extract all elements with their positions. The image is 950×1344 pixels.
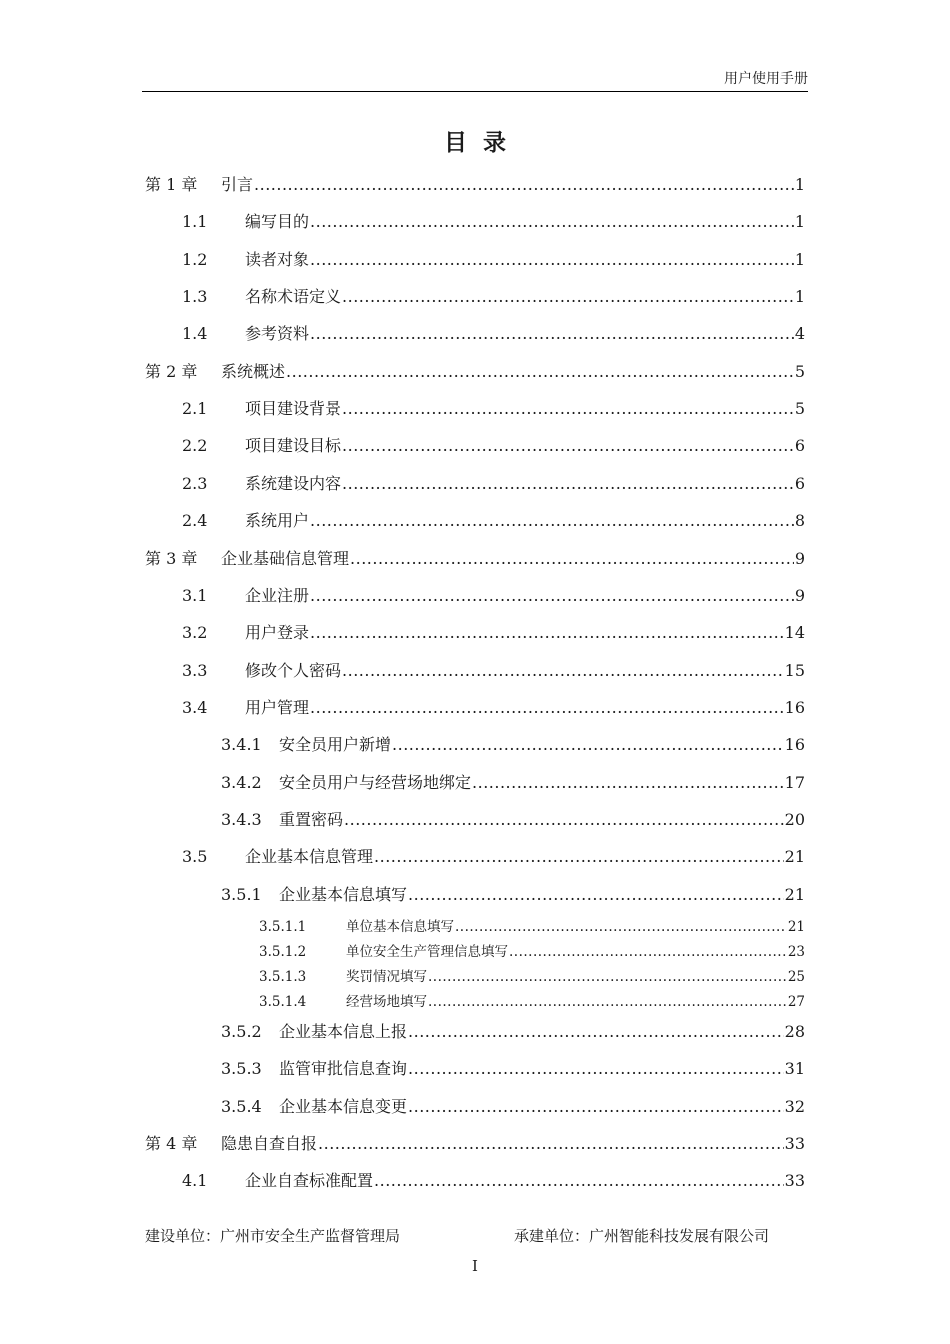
toc-dot-leader	[342, 287, 794, 306]
toc-dot-leader	[342, 474, 794, 493]
toc-entry-page: 9	[794, 586, 805, 605]
toc-dot-leader	[392, 735, 784, 754]
toc-entry-title: 修改个人密码	[245, 661, 342, 680]
toc-entry-number: 3.5	[182, 847, 208, 866]
toc-entry[interactable]	[182, 695, 805, 718]
toc-entry-number: 3.5.2	[221, 1022, 262, 1041]
toc-dot-leader	[310, 511, 794, 530]
toc-entry-title: 用户管理	[245, 698, 310, 717]
toc-entry-title: 读者对象	[245, 250, 310, 269]
toc-entry-title: 监管审批信息查询	[279, 1059, 408, 1078]
toc-dot-leader	[428, 994, 787, 1010]
toc-dot-leader	[455, 919, 787, 935]
toc-entry-page: 6	[794, 474, 805, 493]
toc-dot-leader	[374, 847, 784, 866]
toc-entry-page: 8	[794, 511, 805, 530]
toc-entry-page: 33	[784, 1171, 805, 1190]
toc-dot-leader	[428, 969, 787, 985]
toc-entry-title: 企业基本信息填写	[279, 885, 408, 904]
toc-entry-number: 3.5.3	[221, 1059, 262, 1078]
toc-entry-page: 32	[784, 1097, 805, 1116]
toc-entry-title: 单位安全生产管理信息填写	[346, 944, 508, 960]
toc-entry-page: 14	[784, 623, 805, 642]
toc-dot-leader	[342, 661, 784, 680]
toc-entry-page: 33	[784, 1134, 805, 1153]
toc-entry-title: 企业基本信息上报	[279, 1022, 408, 1041]
toc-dot-leader	[310, 586, 794, 605]
toc-entry-number: 4.1	[182, 1171, 208, 1190]
toc-entry-number: 3.4.2	[221, 773, 262, 792]
toc-entry-page: 1	[794, 175, 805, 194]
toc-entry-number: 1.3	[182, 287, 208, 306]
toc-entry-number: 2.3	[182, 474, 208, 493]
toc-entry-title: 系统建设内容	[245, 474, 342, 493]
toc-entry[interactable]	[221, 770, 805, 793]
toc-entry-number: 1.4	[182, 324, 208, 343]
toc-entry-title: 奖罚情况填写	[346, 969, 427, 985]
toc-entry-number: 3.4.1	[221, 735, 262, 754]
toc-entry-number: 3.5.1.3	[259, 969, 307, 985]
toc-entry-number: 3.2	[182, 623, 208, 642]
toc-entry-number: 3.5.1.2	[259, 944, 307, 960]
toc-entry-number: 1.2	[182, 250, 208, 269]
toc-entry-title: 项目建设背景	[245, 399, 342, 418]
toc-entry[interactable]	[182, 396, 805, 419]
toc-entry-number: 2.1	[182, 399, 208, 418]
toc-entry-page: 17	[784, 773, 805, 792]
toc-entry-title: 系统概述	[221, 362, 286, 381]
toc-entry-page: 21	[784, 885, 805, 904]
toc-entry-number: 3.3	[182, 661, 208, 680]
toc-entry-title: 企业基本信息变更	[279, 1097, 408, 1116]
footer-contractor: 承建单位：广州智能科技发展有限公司	[514, 1227, 770, 1245]
toc-entry[interactable]	[221, 732, 805, 755]
toc-entry-number: 3.4	[182, 698, 208, 717]
toc-entry[interactable]	[259, 940, 805, 960]
toc-entry[interactable]	[145, 546, 805, 569]
toc-entry-title: 参考资料	[245, 324, 310, 343]
toc-entry[interactable]	[221, 807, 805, 830]
toc-entry-page: 25	[787, 969, 805, 985]
toc-entry[interactable]	[182, 433, 805, 456]
toc-entry-title: 安全员用户与经营场地绑定	[279, 773, 472, 792]
toc-dot-leader	[408, 1059, 784, 1078]
toc-entry-title: 企业自查标准配置	[245, 1171, 374, 1190]
toc-entry-number: 3.1	[182, 586, 208, 605]
toc-entry-number: 2.2	[182, 436, 208, 455]
toc-dot-leader	[350, 549, 794, 568]
toc-entry-number: 3.5.4	[221, 1097, 262, 1116]
toc-entry[interactable]	[182, 658, 805, 681]
toc-entry-title: 用户登录	[245, 623, 310, 642]
toc-entry-number: 3.5.1.4	[259, 994, 307, 1010]
toc-dot-leader	[374, 1171, 784, 1190]
toc-entry[interactable]	[182, 247, 805, 270]
toc-entry-page: 16	[784, 735, 805, 754]
toc-dot-leader	[286, 362, 794, 381]
toc-entry-number: 1.1	[182, 212, 208, 231]
toc-entry-page: 1	[794, 212, 805, 231]
toc-dot-leader	[310, 623, 784, 642]
toc-entry-title: 名称术语定义	[245, 287, 342, 306]
toc-dot-leader	[310, 698, 784, 717]
toc-entry[interactable]	[182, 209, 805, 232]
page-header-text: 用户使用手册	[724, 71, 808, 87]
toc-entry[interactable]	[221, 882, 805, 905]
toc-dot-leader	[344, 810, 784, 829]
toc-entry-title: 安全员用户新增	[279, 735, 392, 754]
toc-dot-leader	[310, 250, 794, 269]
page-number: I	[472, 1257, 478, 1275]
toc-entry-page: 31	[784, 1059, 805, 1078]
toc-entry[interactable]	[145, 359, 805, 382]
toc-entry[interactable]	[182, 508, 805, 531]
toc-entry-page: 20	[784, 810, 805, 829]
toc-entry-number: 第 4 章	[145, 1134, 198, 1153]
toc-entry[interactable]	[259, 915, 805, 935]
toc-entry[interactable]	[182, 284, 805, 307]
toc-entry[interactable]	[221, 1094, 805, 1117]
toc-entry-page: 28	[784, 1022, 805, 1041]
toc-entry[interactable]	[259, 990, 805, 1010]
toc-entry-number: 2.4	[182, 511, 208, 530]
toc-entry-page: 5	[794, 362, 805, 381]
toc-entry-number: 3.5.1.1	[259, 919, 307, 935]
toc-entry[interactable]	[259, 965, 805, 985]
toc-entry[interactable]	[182, 1168, 805, 1191]
toc-entry[interactable]	[221, 1019, 805, 1042]
toc-entry-number: 第 3 章	[145, 549, 198, 568]
toc-dot-leader	[472, 773, 784, 792]
toc-entry-number: 3.5.1	[221, 885, 262, 904]
toc-dot-leader	[310, 324, 794, 343]
toc-entry-page: 21	[787, 919, 805, 935]
toc-dot-leader	[408, 885, 784, 904]
toc-entry-title: 引言	[221, 175, 254, 194]
toc-dot-leader	[342, 436, 794, 455]
toc-entry[interactable]	[182, 321, 805, 344]
toc-entry-title: 项目建设目标	[245, 436, 342, 455]
toc-entry-number: 3.4.3	[221, 810, 262, 829]
toc-entry-title: 企业基本信息管理	[245, 847, 374, 866]
toc-entry[interactable]	[145, 172, 805, 195]
toc-entry-title: 企业基础信息管理	[221, 549, 350, 568]
toc-dot-leader	[408, 1097, 784, 1116]
toc-dot-leader	[318, 1134, 784, 1153]
toc-dot-leader	[408, 1022, 784, 1041]
toc-title: 目 录	[443, 129, 506, 156]
toc-entry[interactable]	[182, 844, 805, 867]
toc-entry-page: 15	[784, 661, 805, 680]
toc-entry-page: 23	[787, 944, 805, 960]
toc-entry-page: 4	[794, 324, 805, 343]
toc-entry-title: 编写目的	[245, 212, 310, 231]
toc-entry-title: 企业注册	[245, 586, 310, 605]
toc-entry-title: 隐患自查自报	[221, 1134, 318, 1153]
toc-entry-title: 系统用户	[245, 511, 310, 530]
toc-entry-page: 27	[787, 994, 805, 1010]
toc-entry-title: 经营场地填写	[346, 994, 427, 1010]
toc-entry[interactable]	[182, 620, 805, 643]
toc-entry-page: 6	[794, 436, 805, 455]
toc-entry-number: 第 2 章	[145, 362, 198, 381]
toc-entry-page: 5	[794, 399, 805, 418]
toc-dot-leader	[254, 175, 794, 194]
toc-entry[interactable]	[182, 583, 805, 606]
toc-entry-title: 单位基本信息填写	[346, 919, 454, 935]
toc-entry-page: 9	[794, 549, 805, 568]
toc-entry-page: 1	[794, 250, 805, 269]
toc-entry[interactable]	[182, 471, 805, 494]
footer-builder: 建设单位：广州市安全生产监督管理局	[145, 1227, 401, 1245]
toc-entry-page: 21	[784, 847, 805, 866]
toc-entry-page: 1	[794, 287, 805, 306]
toc-entry[interactable]	[145, 1131, 805, 1154]
toc-dot-leader	[310, 212, 794, 231]
toc-dot-leader	[342, 399, 794, 418]
toc-dot-leader	[509, 944, 787, 960]
toc-entry-title: 重置密码	[279, 810, 344, 829]
toc-entry-number: 第 1 章	[145, 175, 198, 194]
toc-entry[interactable]	[221, 1056, 805, 1079]
toc-entry-page: 16	[784, 698, 805, 717]
